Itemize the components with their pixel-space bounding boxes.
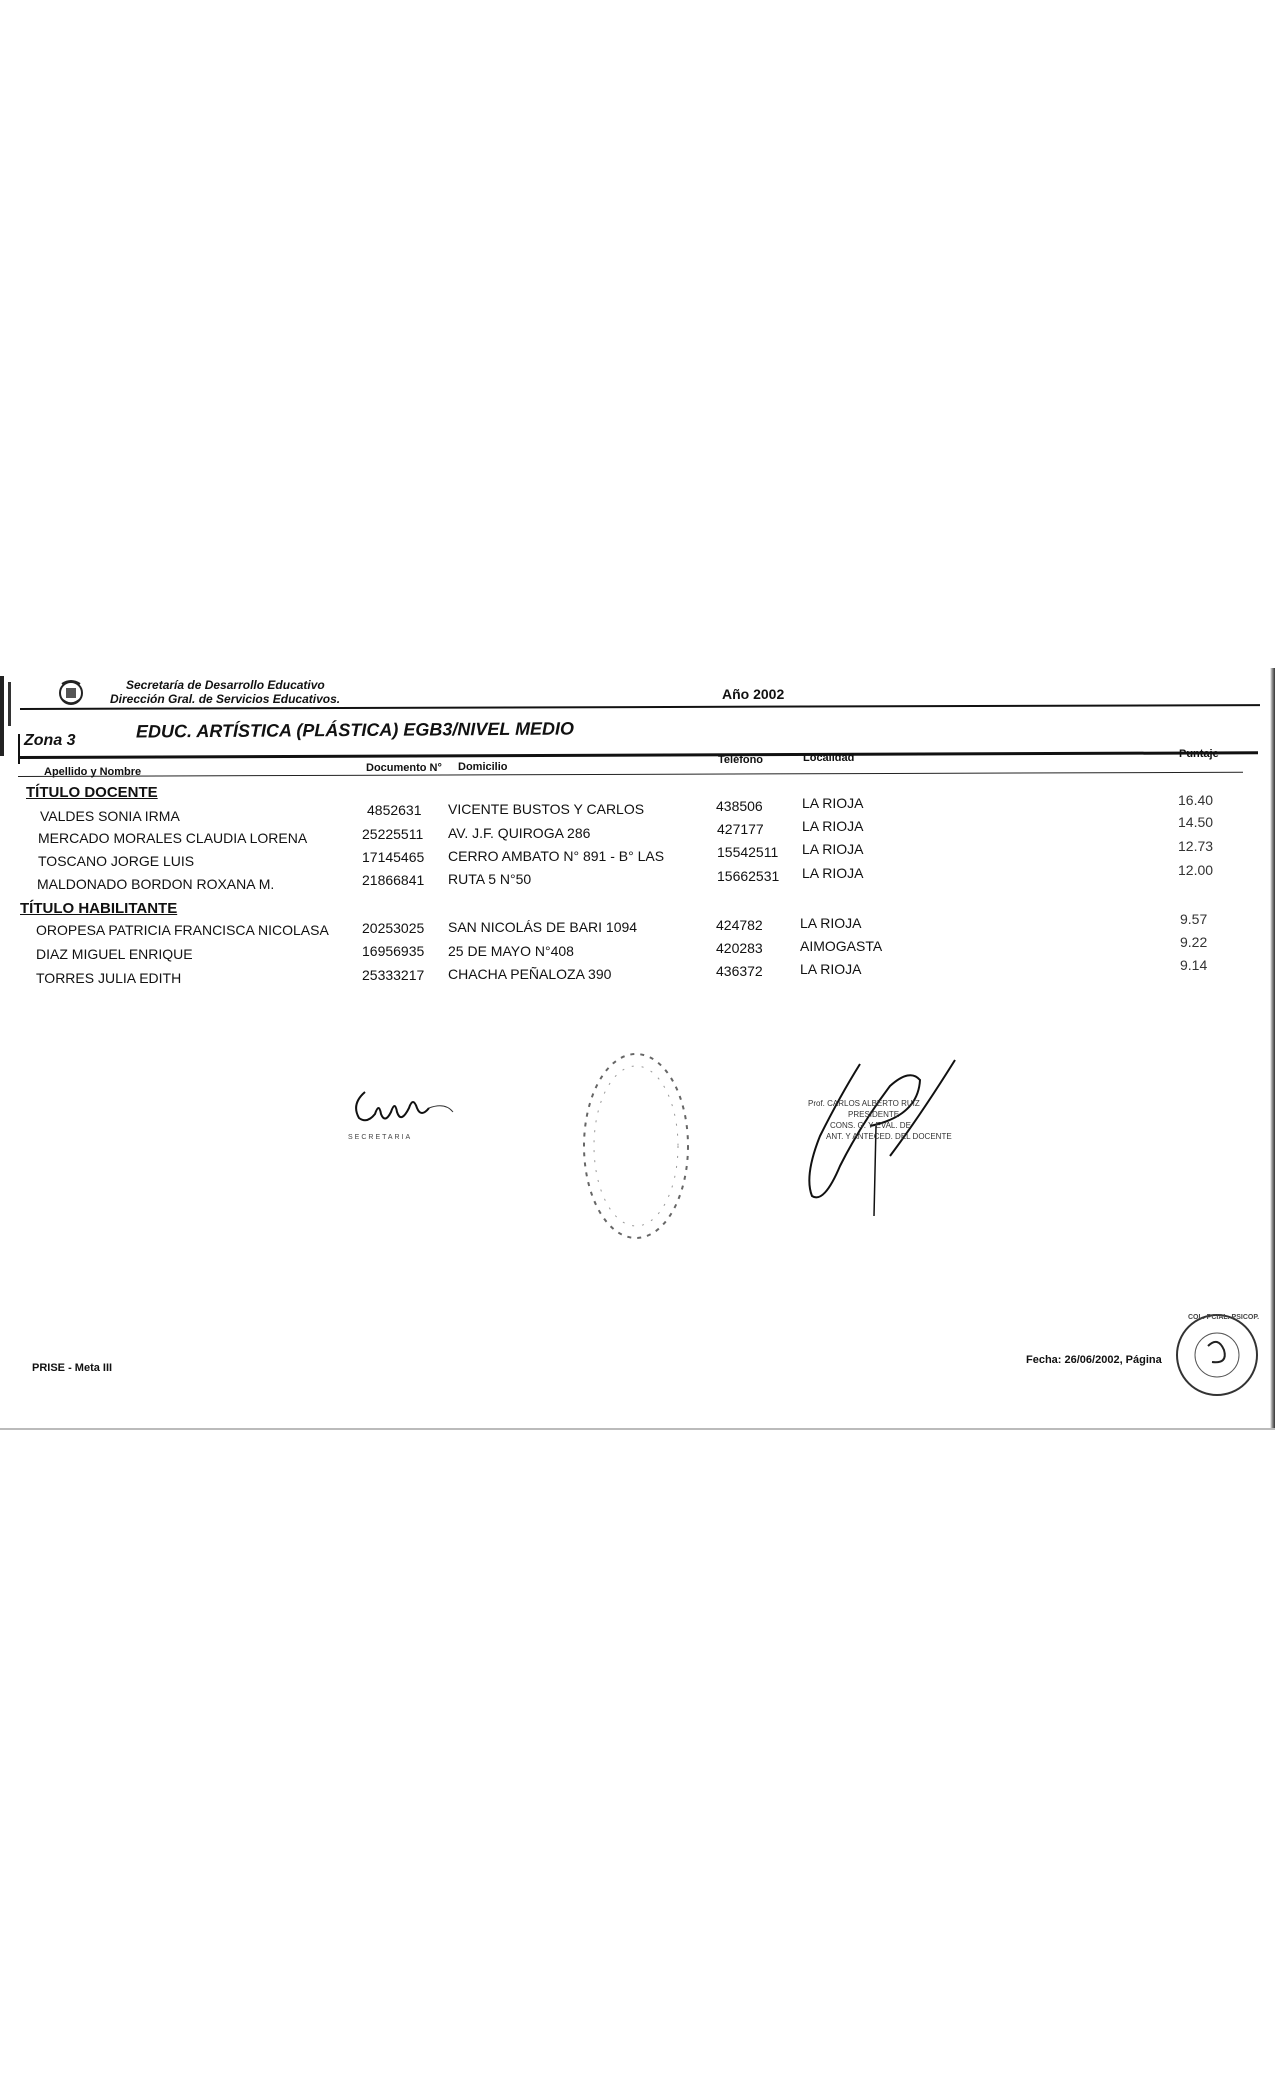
signer-unit: CONS. G. Y EVAL. DE	[830, 1121, 911, 1130]
col-header-domicilio: Domicilio	[458, 761, 508, 773]
round-seal-icon	[1172, 1310, 1262, 1400]
row-address: CHACHA PEÑALOZA 390	[448, 966, 612, 982]
row-name: OROPESA PATRICIA FRANCISCA NICOLASA	[36, 922, 329, 938]
row-locality: AIMOGASTA	[800, 938, 883, 954]
header-direccion: Dirección Gral. de Servicios Educativos.	[110, 692, 341, 706]
row-doc: 25333217	[362, 967, 425, 983]
row-score: 14.50	[1178, 814, 1214, 830]
signer-role: PRESIDENTE	[848, 1110, 900, 1119]
document-page	[0, 668, 1275, 1430]
scan-edge-left	[0, 676, 4, 756]
row-phone: 436372	[716, 963, 763, 979]
col-header-puntaje: Puntaje	[1179, 748, 1219, 760]
zone-title: EDUC. ARTÍSTICA (PLÁSTICA) EGB3/NIVEL MEDIO	[135, 718, 575, 742]
signer-name: Prof. CARLOS ALBERTO RUIZ	[808, 1099, 920, 1108]
row-score: 9.14	[1180, 957, 1208, 973]
scan-edge-right	[1270, 668, 1275, 1428]
row-phone: 15542511	[717, 844, 779, 860]
row-name: VALDES SONIA IRMA	[40, 808, 180, 824]
col-header-telefono: Teléfono	[718, 754, 764, 766]
row-score: 16.40	[1178, 792, 1214, 808]
round-seal-text: COL. PCIAL. PSICOP.	[1188, 1314, 1260, 1321]
row-name: MALDONADO BORDON ROXANA M.	[37, 876, 275, 892]
row-address: SAN NICOLÁS DE BARI 1094	[448, 919, 638, 935]
row-doc: 21866841	[362, 872, 425, 888]
row-locality: LA RIOJA	[802, 818, 864, 834]
row-name: TORRES JULIA EDITH	[36, 970, 182, 986]
row-locality: LA RIOJA	[802, 865, 864, 881]
row-phone: 427177	[717, 821, 764, 837]
col-header-localidad: Localidad	[803, 752, 855, 764]
row-locality: LA RIOJA	[802, 795, 864, 811]
row-doc: 17145465	[362, 849, 425, 865]
row-address: 25 DE MAYO N°408	[448, 943, 574, 959]
row-locality: LA RIOJA	[802, 841, 864, 857]
section-title-habilitante: TÍTULO HABILITANTE	[20, 900, 178, 917]
row-score: 12.00	[1178, 862, 1214, 878]
oval-seal-icon	[578, 1048, 694, 1244]
row-locality: LA RIOJA	[800, 961, 862, 977]
section-title-docente: TÍTULO DOCENTE	[26, 784, 158, 801]
row-score: 12.73	[1178, 838, 1214, 854]
column-header-rule	[18, 772, 1243, 777]
row-name: MERCADO MORALES CLAUDIA LORENA	[38, 830, 308, 846]
row-name: TOSCANO JORGE LUIS	[38, 853, 195, 869]
row-phone: 438506	[716, 798, 763, 814]
row-doc: 25225511	[362, 826, 424, 842]
row-name: DIAZ MIGUEL ENRIQUE	[36, 946, 193, 962]
row-phone: 420283	[716, 940, 763, 956]
page-bottom-edge	[0, 1428, 1275, 1430]
row-doc: 4852631	[367, 802, 422, 818]
row-doc: 16956935	[362, 943, 425, 959]
row-phone: 424782	[716, 917, 763, 933]
row-locality: LA RIOJA	[800, 915, 862, 931]
row-address: AV. J.F. QUIROGA 286	[448, 825, 591, 841]
scan-edge-left-inner	[8, 682, 11, 726]
signer-unit-2: ANT. Y ANTECED. DEL DOCENTE	[826, 1132, 952, 1141]
row-address: RUTA 5 N°50	[448, 871, 532, 887]
row-address: VICENTE BUSTOS Y CARLOS	[448, 801, 645, 817]
footer-right: Fecha: 26/06/2002, Página	[1026, 1354, 1162, 1366]
header-year: Año 2002	[722, 686, 785, 702]
col-header-name: Apellido y Nombre	[44, 766, 142, 778]
zone-bar	[18, 734, 20, 764]
zone-label: Zona 3	[24, 732, 76, 749]
row-doc: 20253025	[362, 920, 425, 936]
col-header-doc: Documento N°	[366, 762, 442, 774]
footer-left: PRISE - Meta III	[32, 1362, 113, 1374]
coat-of-arms-icon	[56, 678, 86, 706]
row-score: 9.22	[1180, 934, 1208, 950]
right-signature-stamp	[808, 1098, 978, 1142]
left-signature-caption: SECRETARIA	[348, 1134, 413, 1141]
row-phone: 15662531	[717, 868, 780, 884]
row-score: 9.57	[1180, 911, 1208, 927]
header-secretaria: Secretaría de Desarrollo Educativo	[126, 678, 325, 692]
row-address: CERRO AMBATO N° 891 - B° LAS	[448, 848, 665, 864]
zone-rule	[20, 751, 1258, 759]
